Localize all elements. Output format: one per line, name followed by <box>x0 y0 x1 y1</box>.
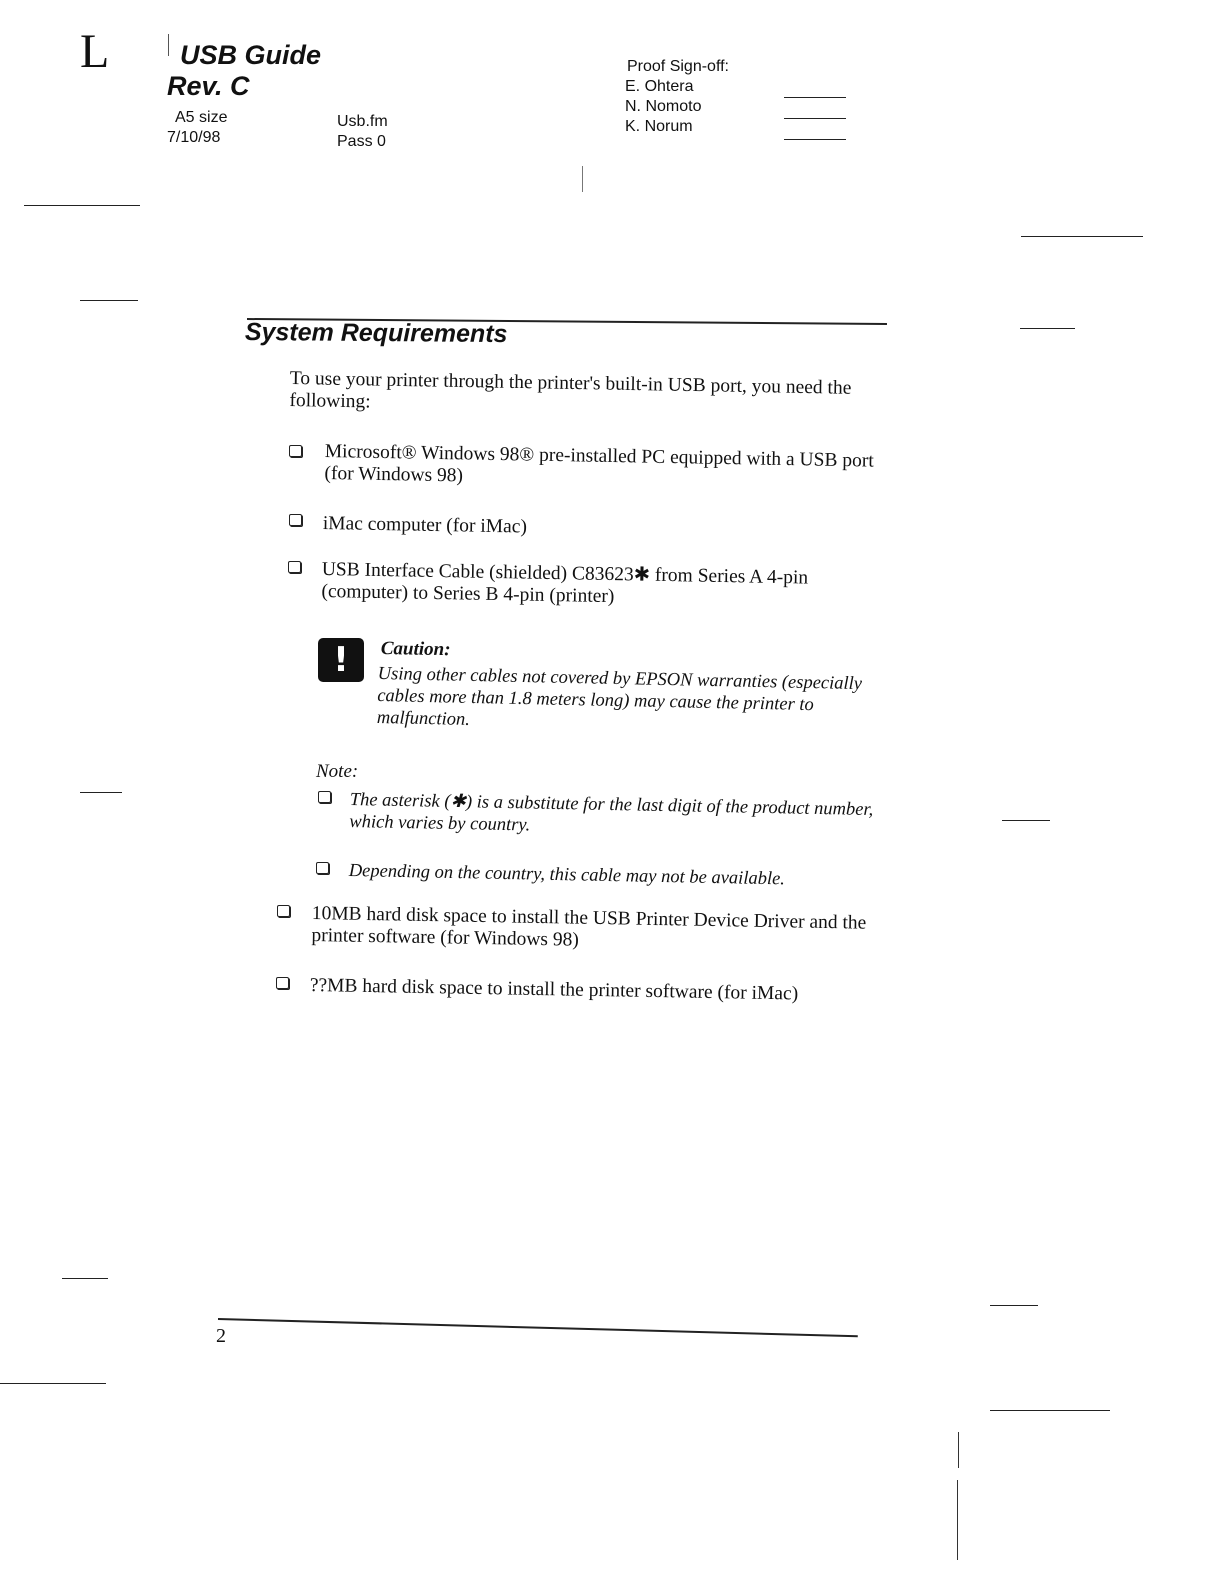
note-item: Depending on the country, this cable may not be available. <box>348 860 786 890</box>
signature-line <box>784 139 846 140</box>
checkbox-bullet-icon <box>277 905 290 917</box>
caution-title: Caution: <box>380 638 451 661</box>
checkbox-bullet-icon <box>276 977 289 989</box>
checkbox-bullet-icon <box>316 862 329 874</box>
exclamation-icon: ! <box>318 638 364 682</box>
crop-mark <box>1020 328 1075 329</box>
proof-name: K. Norum <box>625 118 693 135</box>
note-title: Note: <box>316 761 359 782</box>
corner-letter: L <box>80 25 110 78</box>
doc-revision: Rev. C <box>167 71 250 101</box>
requirement-item: Microsoft® Windows 98® pre-installed PC equipped with a USB port (for Windows 98) <box>324 441 874 487</box>
crop-mark <box>80 300 138 301</box>
requirement-item: iMac computer (for iMac) <box>322 513 528 538</box>
section-heading: System Requirements <box>244 318 508 349</box>
center-tick <box>582 166 583 192</box>
proof-name: E. Ohtera <box>625 78 694 95</box>
meta-size: A5 size <box>175 109 228 126</box>
doc-title: USB Guide <box>180 40 322 70</box>
edge-mark <box>958 1432 959 1468</box>
proof-name: N. Nomoto <box>625 98 702 115</box>
requirement-item: ??MB hard disk space to install the printer software (for iMac) <box>309 975 799 1005</box>
crop-mark <box>80 792 122 793</box>
edge-mark <box>957 1480 958 1560</box>
meta-date: 7/10/98 <box>167 129 221 146</box>
crop-mark <box>990 1305 1038 1306</box>
proof-signoff-title: Proof Sign-off: <box>627 58 729 75</box>
page-number: 2 <box>216 1325 226 1347</box>
footer-rule <box>218 1318 858 1337</box>
checkbox-bullet-icon <box>318 791 331 803</box>
crop-mark <box>1002 820 1050 821</box>
meta-file: Usb.fm <box>337 113 388 130</box>
crop-mark <box>1021 236 1143 237</box>
checkbox-bullet-icon <box>288 561 301 573</box>
meta-pass: Pass 0 <box>337 133 386 150</box>
checkbox-bullet-icon <box>289 445 302 457</box>
requirement-item: USB Interface Cable (shielded) C83623✱ from Series A 4-pin (computer) to Series B 4-pin (printer) <box>321 559 809 608</box>
intro-paragraph: To use your printer through the printer's built-in USB port, you need the following: <box>289 368 852 413</box>
caution-text: Using other cables not covered by EPSON warranties (especially cables more than 1.8 meters long) may cause the printer to malfunction. <box>376 663 863 730</box>
crop-mark <box>62 1278 108 1279</box>
crop-mark <box>990 1410 1110 1411</box>
crop-mark <box>0 1383 106 1384</box>
signature-line <box>784 118 846 119</box>
requirement-item: 10MB hard disk space to install the USB Printer Device Driver and the printer software (for Windows 98) <box>311 903 867 951</box>
signature-line <box>784 97 846 98</box>
checkbox-bullet-icon <box>289 514 302 526</box>
crop-mark <box>24 205 140 206</box>
note-item: The asterisk (✱) is a substitute for the last digit of the product number, which varies by country. <box>349 789 874 836</box>
header-dotted-mark <box>168 34 169 56</box>
